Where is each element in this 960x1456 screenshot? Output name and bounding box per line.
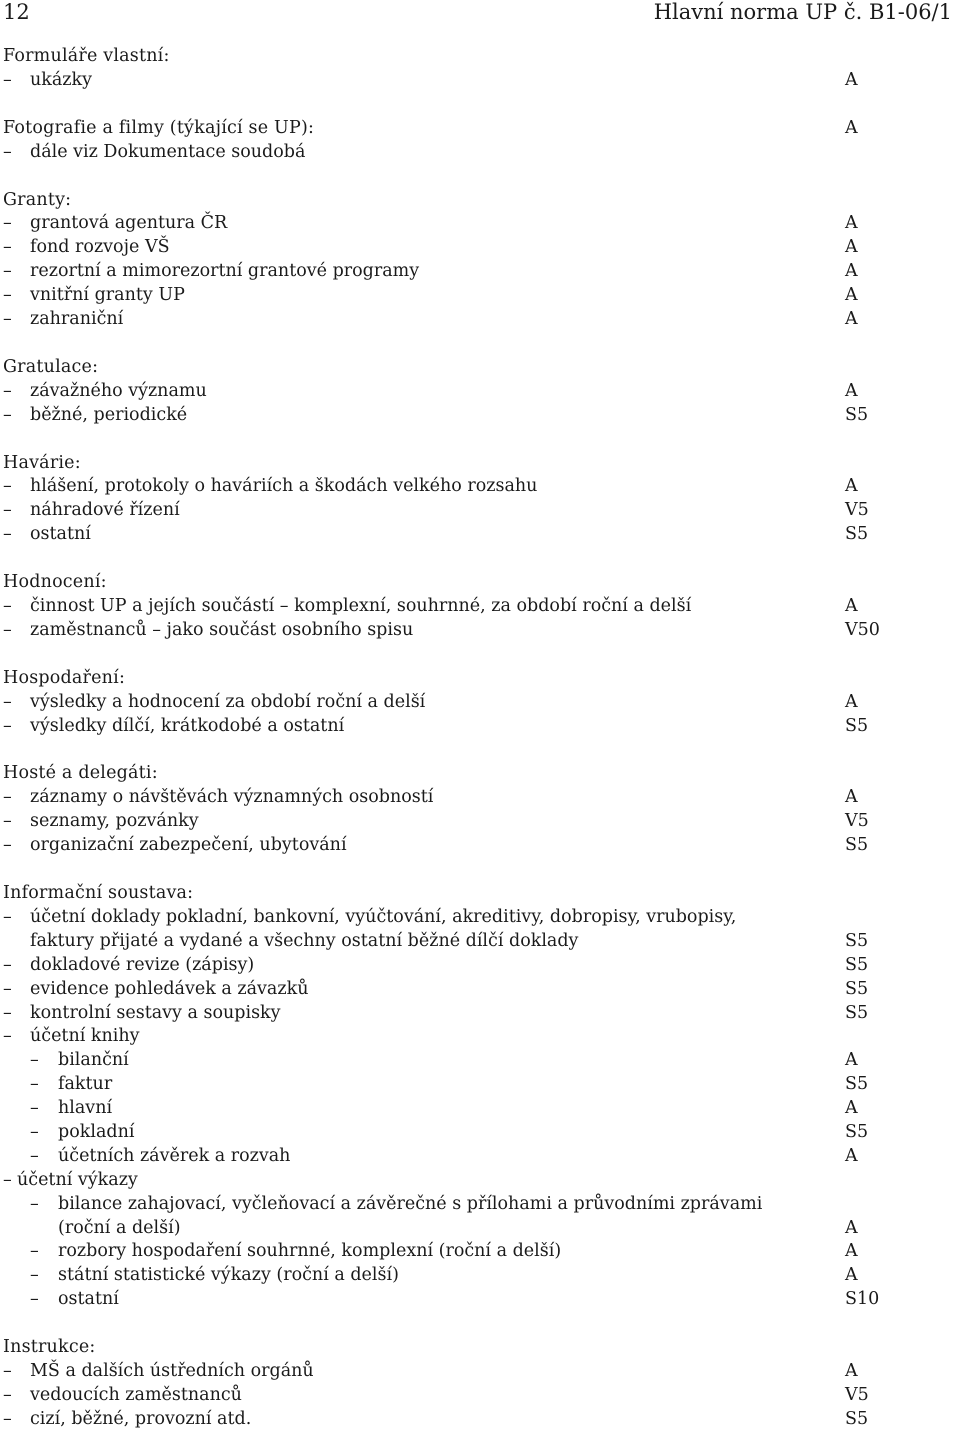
list-item-text: kontrolní sestavy a soupisky — [30, 1002, 281, 1023]
list-item-text: náhradové řízení — [30, 500, 180, 521]
section-heading — [0, 117, 960, 141]
list-item-text: vnitřní granty UP — [30, 285, 185, 306]
dash-bullet: – — [3, 380, 12, 401]
section-heading-text: Instrukce: — [3, 1337, 96, 1358]
list-item-text: rezortní a mimorezortní grantové programy — [30, 261, 420, 282]
retention-code: A — [845, 1098, 858, 1119]
retention-code: A — [845, 237, 858, 258]
dash-bullet: – — [3, 954, 12, 975]
list-item-text: záznamy o návštěvách významných osobností — [30, 787, 434, 808]
list-item — [0, 1240, 960, 1264]
dash-bullet: – — [3, 285, 12, 306]
section-heading — [0, 667, 960, 691]
retention-code: A — [845, 309, 858, 330]
list-item-text: účetní výkazy — [17, 1169, 138, 1190]
list-item-text: MŠ a dalších ústředních orgánů — [30, 1360, 314, 1381]
list-item-text: organizační zabezpečení, ubytování — [30, 835, 347, 856]
list-item-text: výsledky a hodnocení za období roční a delší — [30, 691, 426, 712]
retention-code: A — [845, 261, 858, 282]
list-item-text: zahraniční — [30, 309, 124, 330]
section-heading-text: Hospodaření: — [3, 667, 126, 688]
retention-code: S5 — [845, 930, 869, 951]
list-item-text: činnost UP a jejích součástí – komplexní, souhrnné, za období roční a delší — [30, 596, 692, 617]
list-item-text: dokladové revize (zápisy) — [30, 954, 255, 975]
dash-bullet: – — [3, 691, 12, 712]
section-heading — [0, 189, 960, 213]
page-number: 12 — [3, 0, 30, 24]
dash-bullet: – — [30, 1145, 39, 1166]
list-item-text: hlášení, protokoly o haváriích a škodách velkého rozsahu — [30, 476, 538, 497]
dash-bullet: – — [3, 811, 12, 832]
list-item-text: závažného významu — [30, 380, 207, 401]
retention-code: A — [845, 380, 858, 401]
retention-code: A — [845, 787, 858, 808]
dash-bullet: – — [3, 261, 12, 282]
list-item — [0, 1073, 960, 1097]
retention-code: S5 — [845, 1408, 869, 1429]
list-item — [0, 1121, 960, 1145]
list-item-text: bilanční — [58, 1050, 129, 1071]
section-heading — [0, 1336, 960, 1360]
retention-code: A — [845, 213, 858, 234]
list-item — [0, 595, 960, 619]
list-item-text: grantová agentura ČR — [30, 213, 228, 234]
dash-bullet: – — [3, 237, 12, 258]
section — [0, 356, 960, 428]
list-item — [0, 380, 960, 404]
section-heading-text: Hosté a delegáti: — [3, 763, 158, 784]
list-item-text: zaměstnanců – jako součást osobního spisu — [30, 619, 414, 640]
dash-bullet: – — [3, 596, 12, 617]
section — [0, 117, 960, 165]
list-item — [0, 308, 960, 332]
section-heading-text: Granty: — [3, 189, 72, 210]
list-item-text: fond rozvoje VŠ — [30, 237, 170, 258]
retention-code: V5 — [845, 500, 869, 521]
dash-bullet: – — [3, 213, 12, 234]
dash-bullet: – — [3, 69, 12, 90]
dash-bullet: – — [3, 978, 12, 999]
section-heading-text: Informační soustava: — [3, 883, 194, 904]
list-item — [0, 1360, 960, 1384]
retention-code: V5 — [845, 1384, 869, 1405]
retention-code: S5 — [845, 1121, 869, 1142]
list-item — [0, 978, 960, 1002]
section-heading-text: Havárie: — [3, 452, 81, 473]
dash-bullet: – — [3, 500, 12, 521]
retention-code: S5 — [845, 524, 869, 545]
list-item-text: ostatní — [58, 1289, 119, 1310]
section-heading-text: Hodnocení: — [3, 572, 107, 593]
section-heading — [0, 452, 960, 476]
section — [0, 667, 960, 739]
list-item — [0, 1288, 960, 1312]
list-item-text: státní statistické výkazy (roční a delší) — [58, 1265, 399, 1286]
section — [0, 45, 960, 93]
dash-bullet: – — [3, 1408, 12, 1429]
list-item — [0, 1145, 960, 1169]
dash-bullet: – — [3, 835, 12, 856]
list-item — [0, 954, 960, 978]
list-item-text: ukázky — [30, 69, 93, 90]
dash-bullet: – — [3, 1384, 12, 1405]
list-item-text: účetní knihy — [30, 1026, 140, 1047]
list-item — [0, 691, 960, 715]
retention-code: A — [845, 1360, 858, 1381]
section-heading — [0, 882, 960, 906]
list-item-text: evidence pohledávek a závazků — [30, 978, 309, 999]
retention-code: A — [845, 476, 858, 497]
retention-code: S5 — [845, 404, 869, 425]
list-item-text: účetní doklady pokladní, bankovní, vyúčtování, akreditivy, dobropisy, vrubopisy, — [30, 906, 737, 927]
retention-code: S10 — [845, 1289, 880, 1310]
page-header — [0, 0, 960, 24]
list-item — [0, 1169, 960, 1193]
list-item-text: pokladní — [58, 1121, 135, 1142]
section-heading — [0, 762, 960, 786]
retention-code: S5 — [845, 715, 869, 736]
list-item-text: dále viz Dokumentace soudobá — [30, 141, 306, 162]
dash-bullet: – — [30, 1241, 39, 1262]
list-item-text: faktury přijaté a vydané a všechny ostatní běžné dílčí doklady — [30, 930, 579, 951]
dash-bullet: – — [3, 476, 12, 497]
list-item — [0, 1264, 960, 1288]
list-item-text: faktur — [58, 1074, 113, 1095]
retention-code: A — [845, 1050, 858, 1071]
list-item — [0, 786, 960, 810]
list-item — [0, 236, 960, 260]
list-item — [0, 284, 960, 308]
dash-bullet: – — [3, 787, 12, 808]
dash-bullet: – — [30, 1193, 39, 1214]
section-heading — [0, 571, 960, 595]
retention-code: A — [845, 117, 858, 138]
section — [0, 571, 960, 643]
list-item — [0, 141, 960, 165]
list-item — [0, 212, 960, 236]
retention-code: A — [845, 69, 858, 90]
list-item-text: (roční a delší) — [58, 1217, 181, 1238]
dash-bullet: – — [3, 1026, 12, 1047]
section — [0, 189, 960, 332]
section — [0, 452, 960, 548]
norm-title: Hlavní norma UP č. B1-06/1 — [653, 0, 952, 24]
list-item-text: rozbory hospodaření souhrnné, komplexní (roční a delší) — [58, 1241, 562, 1262]
dash-bullet: – — [30, 1265, 39, 1286]
retention-code: S5 — [845, 1074, 869, 1095]
dash-bullet: – — [3, 524, 12, 545]
dash-bullet: – — [3, 715, 12, 736]
retention-schedule — [0, 45, 960, 1456]
section-heading-text: Fotografie a filmy (týkající se UP): — [3, 117, 315, 138]
list-item-text: vedoucích zaměstnanců — [30, 1384, 242, 1405]
retention-code: V50 — [845, 619, 880, 640]
list-item — [0, 930, 960, 954]
list-item — [0, 499, 960, 523]
list-item — [0, 834, 960, 858]
retention-code: V5 — [845, 811, 869, 832]
list-item — [0, 260, 960, 284]
list-item — [0, 1384, 960, 1408]
section-heading-text: Gratulace: — [3, 356, 99, 377]
list-item-text: účetních závěrek a rozvah — [58, 1145, 291, 1166]
retention-code: S5 — [845, 835, 869, 856]
list-item — [0, 715, 960, 739]
list-item — [0, 523, 960, 547]
retention-code: S5 — [845, 954, 869, 975]
dash-bullet: – — [3, 1002, 12, 1023]
dash-bullet: – — [3, 309, 12, 330]
list-item-text: ostatní — [30, 524, 91, 545]
list-item — [0, 1193, 960, 1217]
section-heading-text: Formuláře vlastní: — [3, 46, 170, 66]
list-item — [0, 1025, 960, 1049]
dash-bullet: – — [30, 1074, 39, 1095]
list-item — [0, 1049, 960, 1073]
section — [0, 882, 960, 1312]
section — [0, 1336, 960, 1432]
retention-code: A — [845, 1217, 858, 1238]
dash-bullet: – — [3, 1169, 12, 1190]
dash-bullet: – — [3, 619, 12, 640]
dash-bullet: – — [30, 1098, 39, 1119]
section-heading — [0, 45, 960, 69]
retention-code: A — [845, 1241, 858, 1262]
list-item — [0, 1217, 960, 1241]
list-item-text: výsledky dílčí, krátkodobé a ostatní — [30, 715, 345, 736]
list-item-text: běžné, periodické — [30, 404, 188, 425]
dash-bullet: – — [3, 906, 12, 927]
dash-bullet: – — [30, 1289, 39, 1310]
section — [0, 762, 960, 858]
retention-code: S5 — [845, 978, 869, 999]
retention-code: A — [845, 596, 858, 617]
retention-code: A — [845, 1265, 858, 1286]
list-item — [0, 810, 960, 834]
section-heading — [0, 356, 960, 380]
list-item — [0, 619, 960, 643]
list-item — [0, 906, 960, 930]
list-item — [0, 1097, 960, 1121]
dash-bullet: – — [3, 141, 12, 162]
list-item-text: bilance zahajovací, vyčleňovací a závěrečné s přílohami a průvodními zprávami — [58, 1193, 763, 1214]
retention-code: A — [845, 285, 858, 306]
dash-bullet: – — [30, 1050, 39, 1071]
retention-code: A — [845, 1145, 858, 1166]
list-item — [0, 1408, 960, 1432]
list-item — [0, 404, 960, 428]
list-item-text: hlavní — [58, 1098, 113, 1119]
list-item — [0, 69, 960, 93]
list-item-text: seznamy, pozvánky — [30, 811, 199, 832]
dash-bullet: – — [3, 404, 12, 425]
list-item — [0, 475, 960, 499]
list-item-text: cizí, běžné, provozní atd. — [30, 1408, 252, 1429]
dash-bullet: – — [30, 1121, 39, 1142]
retention-code: A — [845, 691, 858, 712]
retention-code: S5 — [845, 1002, 869, 1023]
list-item — [0, 1002, 960, 1026]
dash-bullet: – — [3, 1360, 12, 1381]
